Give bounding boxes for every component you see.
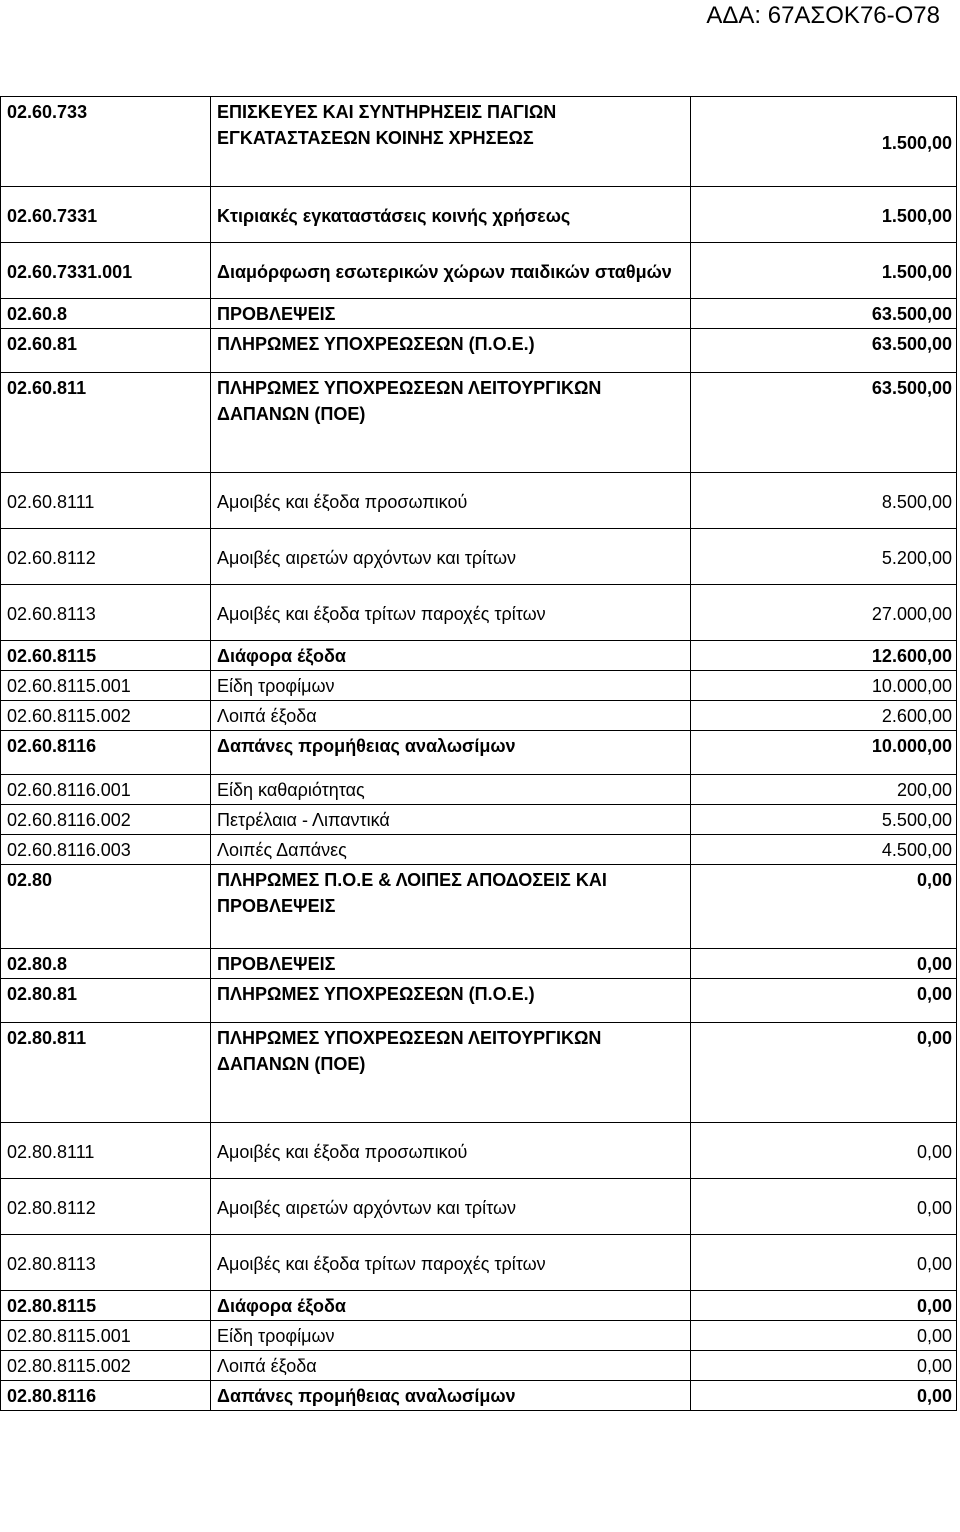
table-row <box>1 329 957 373</box>
account-description: Λοιπές Δαπάνες <box>211 835 691 865</box>
account-description: ΠΛΗΡΩΜΕΣ ΥΠΟΧΡΕΩΣΕΩΝ ΛΕΙΤΟΥΡΓΙΚΩΝ ΔΑΠΑΝΩΝ (ΠΟΕ) <box>211 1023 691 1123</box>
table-row <box>1 187 957 243</box>
account-description: Διαμόρφωση εσωτερικών χώρων παιδικών σταθμών <box>211 243 691 299</box>
table-row <box>1 529 957 585</box>
account-amount: 1.500,00 <box>691 187 957 243</box>
account-amount: 1.500,00 <box>691 97 957 187</box>
account-code: 02.60.8115.001 <box>1 671 211 701</box>
account-description: Διάφορα έξοδα <box>211 1291 691 1321</box>
table-row <box>1 1023 957 1123</box>
table-row <box>1 865 957 949</box>
account-description: Λοιπά έξοδα <box>211 701 691 731</box>
account-code: 02.60.81 <box>1 329 211 373</box>
account-description: Αμοιβές και έξοδα προσωπικού <box>211 1123 691 1179</box>
account-amount: 1.500,00 <box>691 243 957 299</box>
account-code: 02.80 <box>1 865 211 949</box>
table-row <box>1 585 957 641</box>
account-amount: 0,00 <box>691 1179 957 1235</box>
account-amount: 0,00 <box>691 979 957 1023</box>
table-row <box>1 671 957 701</box>
account-amount: 0,00 <box>691 1123 957 1179</box>
table-row <box>1 1291 957 1321</box>
account-description: ΠΡΟΒΛΕΨΕΙΣ <box>211 299 691 329</box>
account-code: 02.60.7331 <box>1 187 211 243</box>
table-row <box>1 1235 957 1291</box>
account-description: Είδη τροφίμων <box>211 1321 691 1351</box>
account-code: 02.80.8115.001 <box>1 1321 211 1351</box>
account-code: 02.60.733 <box>1 97 211 187</box>
ada-identifier: ΑΔΑ: 67ΑΣΟΚ76-Ο78 <box>706 2 940 29</box>
table-row <box>1 775 957 805</box>
account-amount: 5.500,00 <box>691 805 957 835</box>
account-code: 02.80.8 <box>1 949 211 979</box>
account-code: 02.60.8116.003 <box>1 835 211 865</box>
account-code: 02.80.8112 <box>1 1179 211 1235</box>
account-code: 02.60.8113 <box>1 585 211 641</box>
account-description: Αμοιβές αιρετών αρχόντων και τρίτων <box>211 529 691 585</box>
table-row <box>1 949 957 979</box>
account-amount: 0,00 <box>691 1351 957 1381</box>
account-description: Λοιπά έξοδα <box>211 1351 691 1381</box>
account-amount: 4.500,00 <box>691 835 957 865</box>
table-row <box>1 1321 957 1351</box>
account-code: 02.60.8115 <box>1 641 211 671</box>
account-code: 02.80.8115 <box>1 1291 211 1321</box>
account-description: ΠΛΗΡΩΜΕΣ ΥΠΟΧΡΕΩΣΕΩΝ (Π.Ο.Ε.) <box>211 329 691 373</box>
account-amount: 63.500,00 <box>691 329 957 373</box>
account-amount: 0,00 <box>691 949 957 979</box>
account-code: 02.60.8 <box>1 299 211 329</box>
table-row <box>1 805 957 835</box>
table-row <box>1 97 957 187</box>
account-description: Αμοιβές και έξοδα προσωπικού <box>211 473 691 529</box>
table-row <box>1 1123 957 1179</box>
account-description: Διάφορα έξοδα <box>211 641 691 671</box>
account-amount: 0,00 <box>691 1235 957 1291</box>
account-code: 02.60.8116.002 <box>1 805 211 835</box>
account-code: 02.60.8116 <box>1 731 211 775</box>
table-row <box>1 473 957 529</box>
account-code: 02.80.8115.002 <box>1 1351 211 1381</box>
account-code: 02.80.81 <box>1 979 211 1023</box>
account-description: Κτιριακές εγκαταστάσεις κοινής χρήσεως <box>211 187 691 243</box>
account-description: Πετρέλαια - Λιπαντικά <box>211 805 691 835</box>
account-description: Είδη τροφίμων <box>211 671 691 701</box>
table-row <box>1 299 957 329</box>
table-row <box>1 1381 957 1411</box>
account-amount: 0,00 <box>691 1381 957 1411</box>
account-code: 02.80.811 <box>1 1023 211 1123</box>
account-code: 02.80.8111 <box>1 1123 211 1179</box>
table-row <box>1 243 957 299</box>
account-amount: 10.000,00 <box>691 671 957 701</box>
account-description: Δαπάνες προμήθειας αναλωσίμων <box>211 1381 691 1411</box>
account-code: 02.60.8111 <box>1 473 211 529</box>
account-code: 02.60.8112 <box>1 529 211 585</box>
table-row <box>1 731 957 775</box>
account-amount: 5.200,00 <box>691 529 957 585</box>
account-code: 02.60.811 <box>1 373 211 473</box>
table-row <box>1 979 957 1023</box>
account-code: 02.60.7331.001 <box>1 243 211 299</box>
table-row <box>1 1351 957 1381</box>
account-description: Αμοιβές και έξοδα τρίτων παροχές τρίτων <box>211 585 691 641</box>
table-row <box>1 701 957 731</box>
account-amount: 63.500,00 <box>691 373 957 473</box>
account-amount: 8.500,00 <box>691 473 957 529</box>
account-code: 02.60.8116.001 <box>1 775 211 805</box>
budget-table <box>0 96 957 1411</box>
table-row <box>1 835 957 865</box>
table-row <box>1 373 957 473</box>
account-amount: 12.600,00 <box>691 641 957 671</box>
table-row <box>1 1179 957 1235</box>
account-amount: 200,00 <box>691 775 957 805</box>
account-code: 02.80.8113 <box>1 1235 211 1291</box>
account-description: Αμοιβές και έξοδα τρίτων παροχές τρίτων <box>211 1235 691 1291</box>
account-amount: 0,00 <box>691 865 957 949</box>
account-amount: 63.500,00 <box>691 299 957 329</box>
account-amount: 10.000,00 <box>691 731 957 775</box>
account-description: Είδη καθαριότητας <box>211 775 691 805</box>
account-description: ΕΠΙΣΚΕΥΕΣ ΚΑΙ ΣΥΝΤΗΡΗΣΕΙΣ ΠΑΓΙΩΝ ΕΓΚΑΤΑΣΤΑΣΕΩΝ ΚΟΙΝΗΣ ΧΡΗΣΕΩΣ <box>211 97 691 187</box>
account-amount: 27.000,00 <box>691 585 957 641</box>
account-amount: 2.600,00 <box>691 701 957 731</box>
account-code: 02.80.8116 <box>1 1381 211 1411</box>
account-description: ΠΛΗΡΩΜΕΣ ΥΠΟΧΡΕΩΣΕΩΝ (Π.Ο.Ε.) <box>211 979 691 1023</box>
account-amount: 0,00 <box>691 1321 957 1351</box>
account-description: Δαπάνες προμήθειας αναλωσίμων <box>211 731 691 775</box>
account-description: ΠΛΗΡΩΜΕΣ ΥΠΟΧΡΕΩΣΕΩΝ ΛΕΙΤΟΥΡΓΙΚΩΝ ΔΑΠΑΝΩΝ (ΠΟΕ) <box>211 373 691 473</box>
account-code: 02.60.8115.002 <box>1 701 211 731</box>
account-description: Αμοιβές αιρετών αρχόντων και τρίτων <box>211 1179 691 1235</box>
table-row <box>1 641 957 671</box>
account-description: ΠΛΗΡΩΜΕΣ Π.Ο.Ε & ΛΟΙΠΕΣ ΑΠΟΔΟΣΕΙΣ ΚΑΙ ΠΡΟΒΛΕΨΕΙΣ <box>211 865 691 949</box>
account-amount: 0,00 <box>691 1291 957 1321</box>
account-amount: 0,00 <box>691 1023 957 1123</box>
account-description: ΠΡΟΒΛΕΨΕΙΣ <box>211 949 691 979</box>
